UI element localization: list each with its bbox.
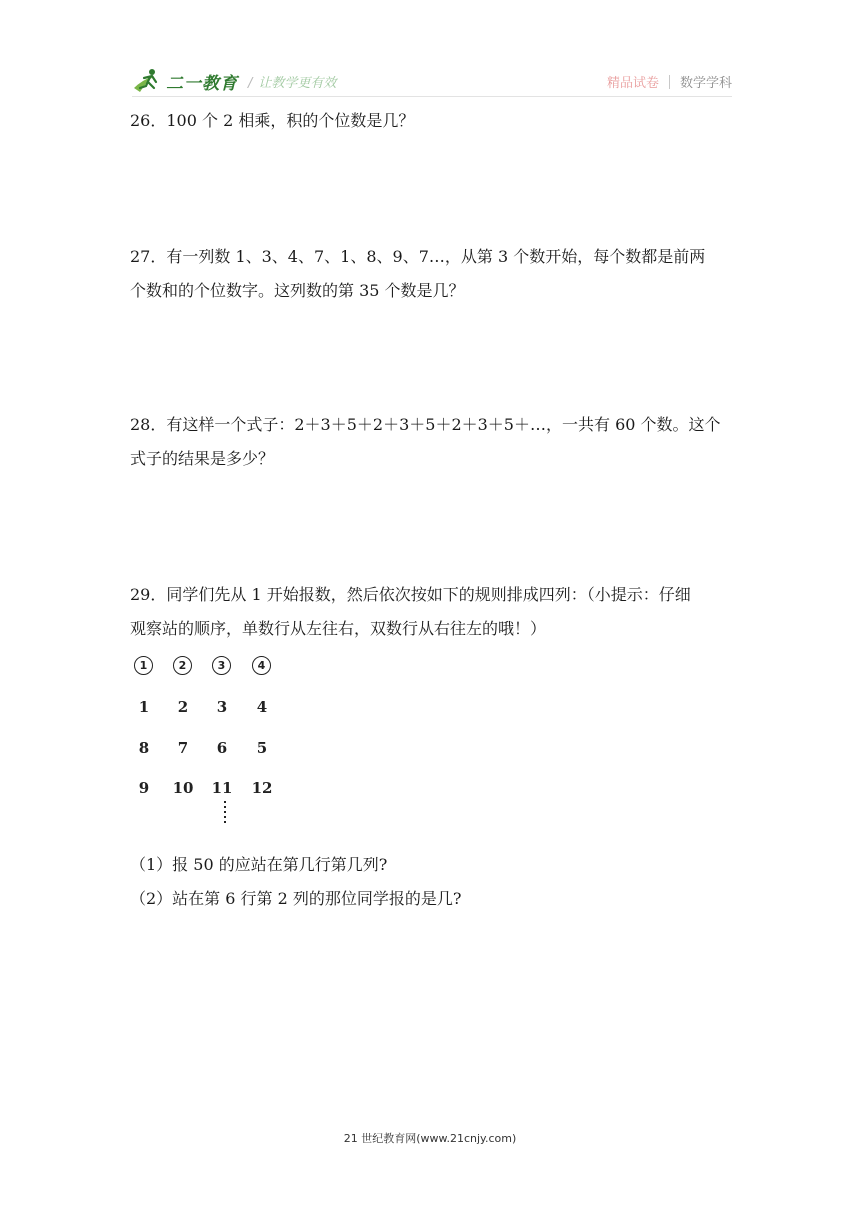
- grid-cell: 12: [251, 779, 273, 797]
- header-tags: [607, 72, 732, 91]
- grid-cell: 4: [256, 698, 268, 716]
- slogan: / 让教学更有效: [248, 75, 337, 91]
- subquestion-2: （2）站在第 6 行第 2 列的那位同学报的是几?: [130, 889, 462, 908]
- grid-cell: 9: [138, 779, 150, 797]
- grid-cell: 1: [138, 698, 150, 716]
- column-header: 3: [212, 656, 231, 675]
- question-line: 28．有这样一个式子：2＋3＋5＋2＋3＋5＋2＋3＋5＋…，一共有 60 个数。这个: [130, 415, 721, 434]
- grid-cell: 8: [138, 739, 150, 757]
- column-header: 1: [134, 656, 153, 675]
- page-footer: 21 世纪教育网(www.21cnjy.com): [343, 1132, 517, 1145]
- question-29: [130, 578, 734, 646]
- grid-cell: 6: [216, 739, 228, 757]
- runner-logo-icon: [132, 66, 162, 96]
- grid-cell: 5: [256, 739, 268, 757]
- continuation-dots: [221, 801, 229, 826]
- grid-cell: 3: [216, 698, 228, 716]
- question-27: [130, 240, 734, 308]
- grid-cell: 2: [177, 698, 189, 716]
- question-line: 个数和的个位数字。这列数的第 35 个数是几？: [130, 281, 465, 300]
- question-line: 26．100 个 2 相乘，积的个位数是几？: [130, 111, 415, 130]
- subquestion-1: （1）报 50 的应站在第几行第几列?: [130, 855, 388, 874]
- column-header: 2: [173, 656, 192, 675]
- question-26: [130, 104, 734, 138]
- grid-cell: 10: [172, 779, 194, 797]
- logo: [132, 66, 336, 96]
- question-line: 观察站的顺序，单数行从左往右，双数行从右往左的哦！）: [130, 619, 547, 638]
- grid-cell: 11: [211, 779, 233, 797]
- header-divider: [132, 96, 732, 97]
- tag-divider: [669, 75, 670, 89]
- question-line: 29．同学们先从 1 开始报数，然后依次按如下的规则排成四列：（小提示：仔细: [130, 585, 691, 604]
- page-header: [132, 66, 732, 100]
- logo-text: 二一教育: [166, 73, 238, 94]
- question-line: 27．有一列数 1、3、4、7、1、8、9、7…，从第 3 个数开始，每个数都是前两: [130, 247, 706, 266]
- question-line: 式子的结果是多少？: [130, 449, 275, 468]
- column-header: 4: [252, 656, 271, 675]
- question-28: [130, 408, 734, 476]
- slogan-text: 让教学更有效: [258, 75, 337, 91]
- tag-quality: 精品试卷: [606, 76, 659, 91]
- grid-cell: 7: [177, 739, 189, 757]
- tag-subject: 数学学科: [679, 76, 732, 91]
